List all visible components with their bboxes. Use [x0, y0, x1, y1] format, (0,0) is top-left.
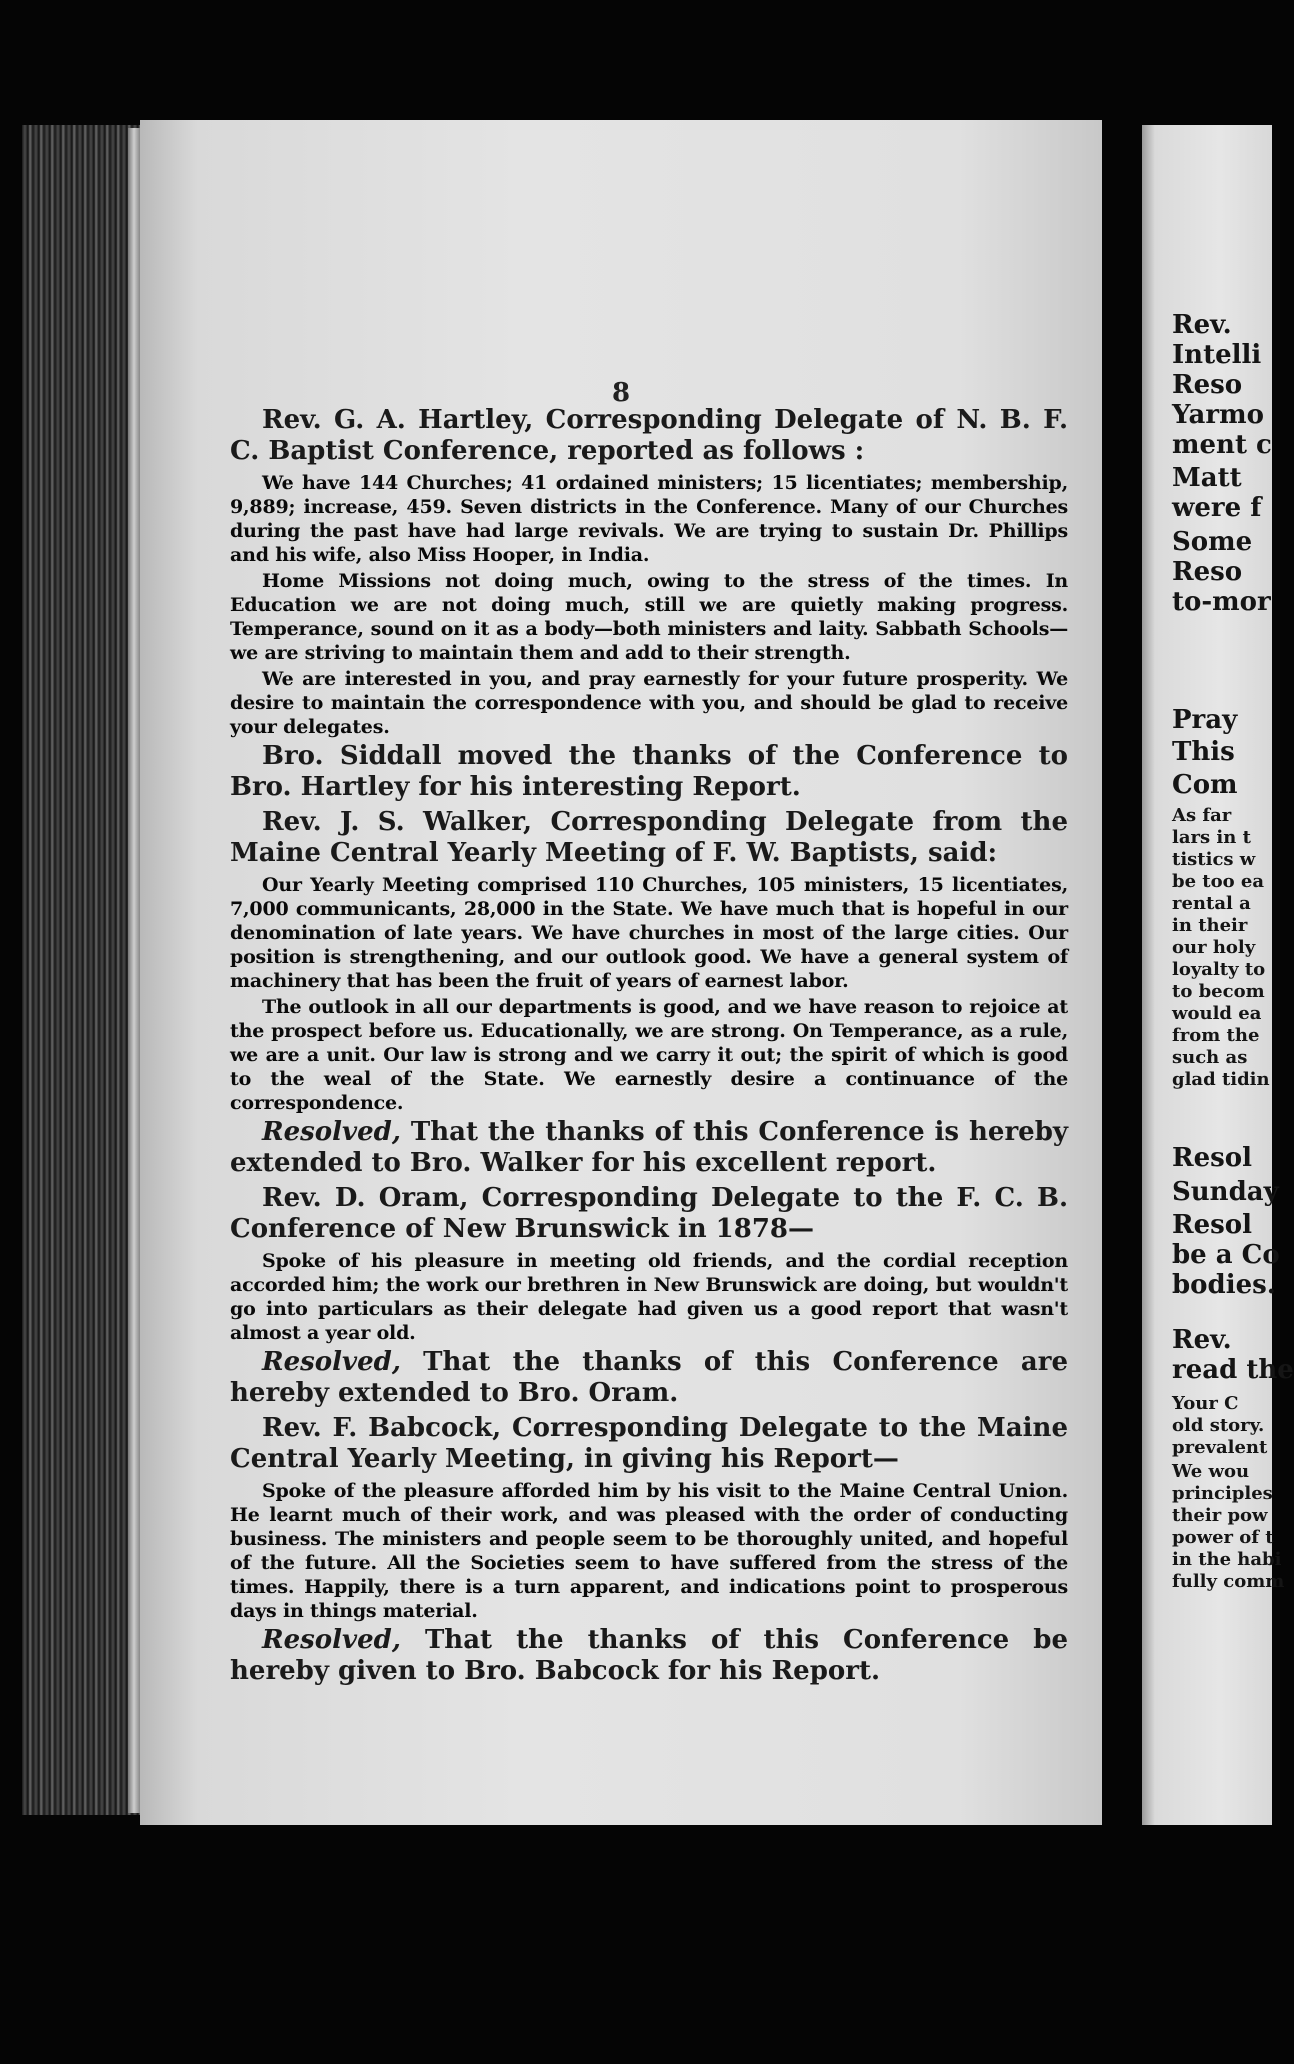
- right-page-line: to-mor: [1172, 587, 1271, 617]
- paragraph-text: Rev. J. S. Walker, Corresponding Delegate from the Maine Central Yearly Meeting of F. W. Baptists, said:: [230, 807, 1068, 868]
- right-page-line: loyalty to: [1172, 959, 1266, 980]
- paragraph-text: Bro. Siddall moved the thanks of the Conference to Bro. Hartley for his interesting Report.: [230, 741, 1068, 802]
- report-body-paragraph: [230, 1479, 1068, 1623]
- paragraph-text: Rev. D. Oram, Corresponding Delegate to the F. C. B. Conference of New Brunswick in 1878—: [230, 1183, 1068, 1244]
- right-page-line: glad tidin: [1172, 1069, 1270, 1090]
- right-page-line: As far: [1172, 805, 1232, 826]
- right-page-line: their pow: [1172, 1505, 1268, 1526]
- right-page-line: were f: [1172, 493, 1262, 523]
- right-page-line: to becom: [1172, 981, 1265, 1002]
- right-page-line: in the habi: [1172, 1549, 1282, 1570]
- resolution-paragraph: [230, 1117, 1068, 1179]
- paragraph-text: Spoke of the pleasure afforded him by his visit to the Maine Central Union. He learnt much of their work, and was pleased with the order of conducting business. The ministers and people seem to be thoroughly united, and hopeful of the future. All the Societies seem to have suffered from the stress of the times. Happily, there is a turn apparent, and indications point to prosperous days in things material.: [230, 1480, 1068, 1622]
- right-page-line: Resol: [1172, 1210, 1253, 1240]
- right-page-line: be a Co: [1172, 1240, 1280, 1270]
- paragraph-text: Rev. F. Babcock, Corresponding Delegate to the Maine Central Yearly Meeting, in giving his Report—: [230, 1413, 1068, 1474]
- right-page-line: tistics w: [1172, 849, 1256, 870]
- right-page-line: Reso: [1172, 370, 1243, 400]
- paragraph-text: Home Missions not doing much, owing to the stress of the times. In Education we are not doing much, still we are quietly making progress. Temperance, sound on it as a body—both ministers and laity. Sabbath Schools—we are striving to maintain them and add to their strength.: [230, 570, 1068, 664]
- right-page-line: We wou: [1172, 1461, 1250, 1482]
- right-page-line: principles: [1172, 1483, 1273, 1504]
- right-page-line: Resol: [1172, 1143, 1253, 1173]
- report-body-paragraph: [230, 995, 1068, 1115]
- right-page-line: Rev.: [1172, 310, 1232, 340]
- right-page-line: rental a: [1172, 893, 1251, 914]
- right-page-line: Com: [1172, 770, 1238, 800]
- report-body-paragraph: [230, 1249, 1068, 1345]
- right-page-line: our holy: [1172, 937, 1256, 958]
- resolved-label: Resolved,: [262, 1347, 401, 1377]
- right-page-line: read the: [1172, 1355, 1294, 1385]
- report-heading-paragraph: [230, 807, 1068, 869]
- report-heading-paragraph: [230, 405, 1068, 467]
- report-body-paragraph: [230, 873, 1068, 993]
- report-body-paragraph: [230, 667, 1068, 739]
- page-left: [140, 120, 1102, 1825]
- right-page-line: Matt: [1172, 463, 1242, 493]
- right-page-line: Your C: [1172, 1393, 1239, 1414]
- right-page-line: would ea: [1172, 1003, 1262, 1024]
- paragraph-text: That the thanks of this Conference is hereby extended to Bro. Walker for his excellent report.: [230, 1117, 1068, 1178]
- page-number: 8: [611, 378, 631, 408]
- right-page-line: old story.: [1172, 1415, 1265, 1436]
- page-right-fragment: [1142, 125, 1294, 1825]
- right-page-line: from the: [1172, 1025, 1260, 1046]
- right-page-line: Reso: [1172, 557, 1243, 587]
- paragraph-text: We have 144 Churches; 41 ordained ministers; 15 licentiates; membership, 9,889; increase, 459. Seven districts in the Conference. Many of our Churches during the past have had large revivals. We are trying to sustain Dr. Phillips and his wife, also Miss Hooper, in India.: [230, 472, 1068, 566]
- page-edge: [128, 128, 140, 1813]
- right-page-line: be too ea: [1172, 871, 1265, 892]
- paragraph-text: Spoke of his pleasure in meeting old friends, and the cordial reception accorded him; the work our brethren in New Brunswick are doing, but wouldn't go into particulars as their delegate had given us a good report that wasn't almost a year old.: [230, 1250, 1068, 1344]
- right-page-line: ment c: [1172, 430, 1272, 460]
- right-page-line: Some: [1172, 527, 1253, 557]
- right-page-line: Rev.: [1172, 1325, 1232, 1355]
- right-page-line: Intelli: [1172, 340, 1262, 370]
- paragraph-text: That the thanks of this Conference be hereby given to Bro. Babcock for his Report.: [230, 1625, 1068, 1686]
- paragraph-text: The outlook in all our departments is good, and we have reason to rejoice at the prospect before us. Educationally, we are strong. On Temperance, as a rule, we are a unit. Our law is strong and we carry it out; the spirit of which is good to the weal of the State. We earnestly desire a continuance of the correspondence.: [230, 996, 1068, 1114]
- right-page-line: lars in t: [1172, 827, 1251, 848]
- paragraph-text: We are interested in you, and pray earnestly for your future prosperity. We desire to maintain the correspondence with you, and should be glad to receive your delegates.: [230, 668, 1068, 738]
- right-page-line: Pray: [1172, 705, 1238, 735]
- report-body-paragraph: [230, 569, 1068, 665]
- resolved-label: Resolved,: [262, 1117, 401, 1147]
- page-body: [230, 405, 1068, 1691]
- right-page-line: prevalent: [1172, 1437, 1268, 1458]
- right-page-line: such as: [1172, 1047, 1248, 1068]
- paragraph-text: That the thanks of this Conference are hereby extended to Bro. Oram.: [230, 1347, 1068, 1408]
- resolution-paragraph: [230, 1625, 1068, 1687]
- right-page-line: in their: [1172, 915, 1248, 936]
- book-spine: [22, 125, 140, 1815]
- paragraph-text: Rev. G. A. Hartley, Corresponding Delegate of N. B. F. C. Baptist Conference, reported as follows :: [230, 405, 1068, 466]
- resolved-label: Resolved,: [262, 1625, 401, 1655]
- right-page-line: fully comm: [1172, 1571, 1285, 1592]
- right-page-line: Sunday: [1172, 1177, 1279, 1207]
- report-heading-paragraph: [230, 741, 1068, 803]
- right-page-line: power of t: [1172, 1527, 1274, 1548]
- report-heading-paragraph: [230, 1413, 1068, 1475]
- paragraph-text: Our Yearly Meeting comprised 110 Churches, 105 ministers, 15 licentiates, 7,000 communicants, 28,000 in the State. We have much that is hopeful in our denomination of late years. We have churches in most of the large cities. Our position is strengthening, and our outlook good. We have a general system of machinery that has been the fruit of years of earnest labor.: [230, 874, 1068, 992]
- right-page-line: Yarmo: [1172, 400, 1264, 430]
- report-body-paragraph: [230, 471, 1068, 567]
- right-page-line: bodies.: [1172, 1270, 1276, 1300]
- report-heading-paragraph: [230, 1183, 1068, 1245]
- resolution-paragraph: [230, 1347, 1068, 1409]
- right-page-line: This: [1172, 737, 1235, 767]
